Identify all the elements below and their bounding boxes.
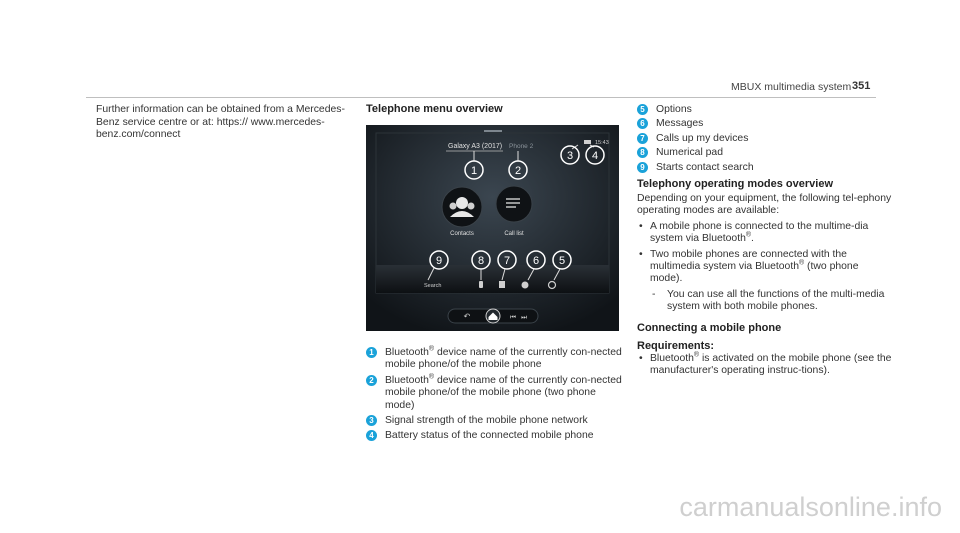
- contacts-icon: [456, 197, 468, 209]
- legend-item: 6 Messages: [637, 118, 892, 130]
- svg-text:8: 8: [477, 255, 485, 267]
- legend-item: 4 Battery status of the connected mobile phone: [366, 430, 628, 442]
- telephone-menu-heading: Telephone menu overview: [366, 103, 503, 115]
- number-badge: 3: [366, 415, 377, 426]
- svg-text:2: 2: [514, 165, 522, 177]
- connecting-heading: Connecting a mobile phone: [637, 321, 782, 334]
- legend-item: 3 Signal strength of the mobile phone network: [366, 415, 628, 427]
- legend-item: 5 Options: [637, 104, 892, 116]
- svg-text:6: 6: [532, 255, 540, 267]
- modes-subnote: - You can use all the functions of the multi-media system with both mobile phones.: [637, 289, 892, 314]
- screen-background: [366, 125, 619, 331]
- legend-item: 1 Bluetooth® device name of the currently con-nected mobile phone/of the mobile phone: [366, 347, 628, 372]
- legend-item: 8 Numerical pad: [637, 147, 892, 159]
- number-badge: 6: [637, 118, 648, 129]
- search-button[interactable]: Search: [424, 283, 442, 289]
- phone1-name[interactable]: Galaxy A3 (2017): [448, 143, 503, 150]
- svg-text:7: 7: [503, 255, 511, 267]
- page-number: 351: [852, 80, 871, 92]
- legend-list: [366, 347, 628, 446]
- previous-icon[interactable]: ⏮: [510, 313, 516, 321]
- number-badge: 8: [637, 147, 648, 158]
- contacts-label: Contacts: [450, 231, 474, 237]
- svg-text:9: 9: [435, 255, 443, 267]
- intro-paragraph: Further information can be obtained from a Mercedes-Benz service centre or at: https:// www.mercedes-benz.com/connect: [96, 104, 345, 141]
- number-badge: 7: [637, 133, 648, 144]
- back-icon[interactable]: ↶: [463, 312, 471, 321]
- keypad-icon[interactable]: [479, 281, 483, 288]
- requirements-heading: Requirements:: [637, 339, 715, 352]
- phone2-name[interactable]: Phone 2: [509, 143, 534, 150]
- svg-text:3: 3: [566, 150, 574, 162]
- number-badge: 9: [637, 162, 648, 173]
- svg-text:4: 4: [591, 150, 599, 162]
- modes-bullet: • A mobile phone is connected to the multime-dia system via Bluetooth®.: [637, 221, 892, 246]
- number-badge: 4: [366, 430, 377, 441]
- legend-item: 2 Bluetooth® device name of the currently con-nected mobile phone/of the mobile phone (two phone mode): [366, 375, 628, 412]
- svg-text:5: 5: [558, 255, 566, 267]
- number-badge: 1: [366, 347, 377, 358]
- header-divider: [86, 97, 876, 98]
- svg-text:1: 1: [470, 165, 478, 177]
- legend-item: 9 Starts contact search: [637, 162, 892, 174]
- right-column: [637, 104, 892, 378]
- modes-heading: Telephony operating modes overview: [637, 178, 834, 191]
- status-time: 15:43: [595, 140, 609, 146]
- number-badge: 5: [637, 104, 648, 115]
- running-header-title: MBUX multimedia system: [731, 81, 852, 93]
- number-badge: 2: [366, 375, 377, 386]
- modes-bullet: • Two mobile phones are connected with the multimedia system via Bluetooth® (two phone mode).: [637, 249, 892, 286]
- next-icon[interactable]: ⏭: [521, 313, 527, 321]
- requirement-bullet: • Bluetooth® is activated on the mobile phone (see the manufacturer's operating instruc-tions).: [637, 353, 892, 378]
- legend-item: 7 Calls up my devices: [637, 133, 892, 145]
- devices-icon[interactable]: [499, 281, 505, 288]
- signal-icon: [584, 140, 591, 144]
- modes-intro: Depending on your equipment, the following tel-ephony operating modes are available:: [637, 193, 892, 217]
- bottom-bar: [376, 265, 609, 293]
- call-list-button[interactable]: [496, 186, 532, 222]
- watermark: carmanualsonline.info: [679, 492, 942, 522]
- screen-graphic: [366, 125, 619, 331]
- telephone-menu-screenshot: [366, 125, 619, 331]
- messages-icon[interactable]: [522, 282, 529, 289]
- call-list-label: Call list: [504, 231, 524, 237]
